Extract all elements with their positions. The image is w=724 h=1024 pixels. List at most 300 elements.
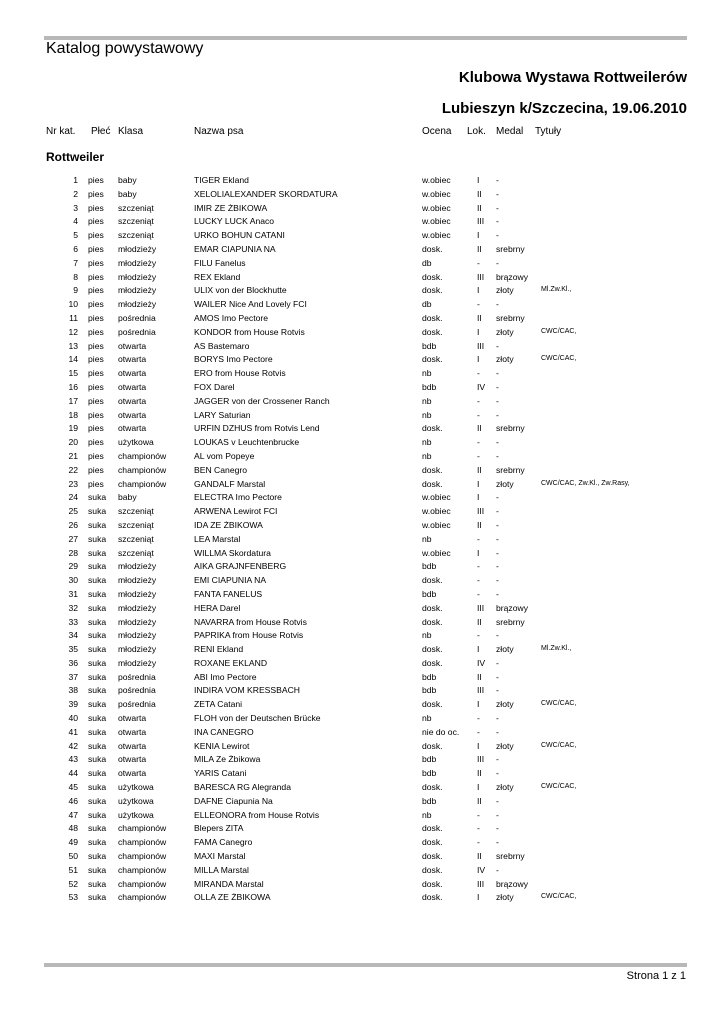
table-row: [0, 478, 724, 492]
cell-sex: pies: [88, 285, 104, 296]
cell-name: XELOLIALEXANDER SKORDATURA: [194, 188, 338, 199]
cell-nr: 47: [68, 809, 78, 820]
cell-grade: dosk.: [422, 740, 443, 751]
cell-medal: -: [496, 395, 499, 406]
cell-sex: suka: [88, 726, 107, 737]
page-number: Strona 1 z 1: [626, 970, 686, 982]
cell-medal: -: [496, 685, 499, 696]
cell-grade: nie do oc.: [422, 726, 460, 737]
cell-sex: suka: [88, 602, 107, 613]
cell-class: baby: [118, 188, 137, 199]
cell-grade: dosk.: [422, 699, 443, 710]
cell-name: MILLA Marstal: [194, 864, 249, 875]
cell-sex: suka: [88, 754, 107, 765]
column-place: Lok.: [467, 126, 486, 137]
table-row: [0, 381, 724, 395]
cell-sex: pies: [88, 271, 104, 282]
cell-nr: 24: [68, 492, 78, 503]
cell-sex: pies: [88, 450, 104, 461]
cell-sex: suka: [88, 685, 107, 696]
cell-medal: -: [496, 630, 499, 641]
cell-grade: nb: [422, 809, 432, 820]
cell-class: młodzieży: [118, 602, 157, 613]
cell-nr: 45: [68, 782, 78, 793]
cell-name: FLOH von der Deutschen Brücke: [194, 713, 321, 724]
cell-class: championów: [118, 478, 167, 489]
cell-name: BARESCA RG Alegranda: [194, 782, 291, 793]
cell-place: I: [477, 478, 480, 489]
cell-nr: 31: [68, 588, 78, 599]
cell-place: -: [477, 533, 480, 544]
cell-grade: bdb: [422, 754, 437, 765]
cell-class: otwarta: [118, 713, 147, 724]
cell-medal: brązowy: [496, 602, 528, 613]
cell-medal: -: [496, 202, 499, 213]
cell-class: pośrednia: [118, 312, 156, 323]
cell-name: AL vom Popeye: [194, 450, 255, 461]
cell-sex: suka: [88, 740, 107, 751]
cell-medal: -: [496, 561, 499, 572]
cell-nr: 7: [73, 257, 78, 268]
cell-medal: -: [496, 188, 499, 199]
cell-medal: srebrny: [496, 851, 525, 862]
cell-sex: pies: [88, 216, 104, 227]
cell-name: TIGER Ekland: [194, 175, 249, 185]
cell-name: FOX Darel: [194, 381, 235, 392]
cell-medal: -: [496, 809, 499, 820]
cell-place: II: [477, 188, 482, 199]
column-medal: Medal: [496, 126, 524, 137]
cell-class: pośrednia: [118, 671, 156, 682]
cell-nr: 29: [68, 561, 78, 572]
cell-name: MIRANDA Marstal: [194, 878, 264, 889]
cell-titles: CWC/CAC,: [541, 741, 577, 749]
cell-name: EMI CIAPUNIA NA: [194, 575, 267, 586]
cell-name: FILU Fanelus: [194, 257, 246, 268]
cell-medal: -: [496, 450, 499, 461]
cell-grade: dosk.: [422, 837, 443, 848]
cell-nr: 44: [68, 768, 78, 779]
cell-grade: nb: [422, 533, 432, 544]
table-row: [0, 519, 724, 533]
cell-nr: 10: [68, 299, 78, 310]
cell-name: REX Ekland: [194, 271, 241, 282]
cell-class: pośrednia: [118, 699, 156, 710]
cell-place: II: [477, 243, 482, 254]
cell-name: ELECTRA Imo Pectore: [194, 492, 282, 503]
table-row: [0, 188, 724, 202]
cell-class: otwarta: [118, 754, 147, 765]
cell-place: II: [477, 616, 482, 627]
cell-sex: pies: [88, 423, 104, 434]
table-row: [0, 698, 724, 712]
cell-place: III: [477, 602, 485, 613]
cell-nr: 4: [73, 216, 78, 227]
cell-name: FANTA FANELUS: [194, 588, 263, 599]
cell-name: LARY Saturian: [194, 409, 251, 420]
cell-medal: złoty: [496, 326, 514, 337]
table-row: [0, 395, 724, 409]
cell-nr: 42: [68, 740, 78, 751]
cell-sex: suka: [88, 616, 107, 627]
cell-grade: dosk.: [422, 602, 443, 613]
cell-sex: pies: [88, 299, 104, 310]
table-row: [0, 298, 724, 312]
cell-medal: -: [496, 864, 499, 875]
cell-class: pośrednia: [118, 685, 156, 696]
cell-place: I: [477, 699, 480, 710]
cell-name: ABI Imo Pectore: [194, 671, 257, 682]
cell-nr: 50: [68, 851, 78, 862]
cell-sex: pies: [88, 478, 104, 489]
cell-class: użytkowa: [118, 437, 154, 448]
cell-medal: -: [496, 216, 499, 227]
cell-grade: nb: [422, 713, 432, 724]
cell-place: II: [477, 312, 482, 323]
cell-grade: dosk.: [422, 464, 443, 475]
cell-medal: -: [496, 506, 499, 517]
cell-class: otwarta: [118, 740, 147, 751]
cell-class: championów: [118, 823, 167, 834]
cell-name: KONDOR from House Rotvis: [194, 326, 305, 337]
table-row: [0, 740, 724, 754]
cell-nr: 35: [68, 644, 78, 655]
cell-medal: -: [496, 533, 499, 544]
cell-class: otwarta: [118, 354, 147, 365]
cell-grade: w.obiec: [422, 188, 451, 199]
cell-medal: -: [496, 492, 499, 503]
cell-place: III: [477, 271, 485, 282]
cell-sex: suka: [88, 851, 107, 862]
cell-nr: 52: [68, 878, 78, 889]
cell-nr: 53: [68, 892, 78, 903]
cell-sex: pies: [88, 326, 104, 337]
cell-name: EMAR CIAPUNIA NA: [194, 243, 276, 254]
cell-medal: złoty: [496, 699, 514, 710]
cell-nr: 14: [68, 354, 78, 365]
cell-name: FAMA Canegro: [194, 837, 253, 848]
cell-class: championów: [118, 878, 167, 889]
cell-nr: 9: [73, 285, 78, 296]
table-row: [0, 836, 724, 850]
cell-place: III: [477, 506, 485, 517]
cell-medal: -: [496, 381, 499, 392]
cell-place: IV: [477, 657, 486, 668]
cell-sex: pies: [88, 437, 104, 448]
cell-grade: dosk.: [422, 657, 443, 668]
cell-name: AMOS Imo Pectore: [194, 312, 269, 323]
cell-name: ZETA Catani: [194, 699, 243, 710]
cell-nr: 20: [68, 437, 78, 448]
cell-medal: -: [496, 437, 499, 448]
cell-class: młodzieży: [118, 257, 157, 268]
cell-nr: 8: [73, 271, 78, 282]
event-title: Klubowa Wystawa Rottweilerów: [458, 69, 687, 86]
cell-class: szczeniąt: [118, 547, 154, 558]
cell-place: I: [477, 354, 480, 365]
cell-place: -: [477, 437, 480, 448]
breed-section-title: Rottweiler: [46, 150, 105, 164]
cell-nr: 30: [68, 575, 78, 586]
cell-sex: suka: [88, 588, 107, 599]
table-row: [0, 684, 724, 698]
cell-sex: suka: [88, 519, 107, 530]
table-row: [0, 422, 724, 436]
cell-medal: -: [496, 713, 499, 724]
cell-class: młodzieży: [118, 616, 157, 627]
cell-grade: dosk.: [422, 851, 443, 862]
cell-name: ROXANE EKLAND: [194, 657, 268, 668]
cell-nr: 2: [73, 188, 78, 199]
cell-name: RENI Ekland: [194, 644, 244, 655]
table-row: [0, 464, 724, 478]
cell-sex: suka: [88, 657, 107, 668]
table-row: [0, 202, 724, 216]
cell-class: otwarta: [118, 726, 147, 737]
results-table: [0, 174, 724, 905]
cell-class: użytkowa: [118, 795, 154, 806]
table-row: [0, 671, 724, 685]
table-row: [0, 726, 724, 740]
cell-name: ULIX von der Blockhutte: [194, 285, 287, 296]
table-row: [0, 340, 724, 354]
cell-grade: dosk.: [422, 864, 443, 875]
cell-grade: bdb: [422, 340, 437, 351]
cell-class: młodzieży: [118, 561, 157, 572]
cell-place: III: [477, 754, 485, 765]
cell-class: otwarta: [118, 409, 147, 420]
cell-grade: bdb: [422, 561, 437, 572]
cell-nr: 1: [73, 175, 78, 185]
cell-nr: 18: [68, 409, 78, 420]
cell-place: -: [477, 450, 480, 461]
cell-grade: w.obiec: [422, 506, 451, 517]
cell-name: YARIS Catani: [194, 768, 247, 779]
cell-name: KENIA Lewirot: [194, 740, 250, 751]
cell-sex: suka: [88, 864, 107, 875]
cell-sex: pies: [88, 340, 104, 351]
cell-class: otwarta: [118, 423, 147, 434]
cell-sex: suka: [88, 699, 107, 710]
cell-grade: dosk.: [422, 644, 443, 655]
cell-sex: suka: [88, 878, 107, 889]
table-row: [0, 326, 724, 340]
cell-name: BORYS Imo Pectore: [194, 354, 273, 365]
cell-sex: pies: [88, 395, 104, 406]
cell-class: otwarta: [118, 368, 147, 379]
cell-grade: dosk.: [422, 878, 443, 889]
cell-place: II: [477, 671, 482, 682]
cell-grade: dosk.: [422, 285, 443, 296]
cell-nr: 33: [68, 616, 78, 627]
cell-sex: suka: [88, 768, 107, 779]
cell-name: ELLEONORA from House Rotvis: [194, 809, 320, 820]
cell-place: -: [477, 575, 480, 586]
cell-nr: 49: [68, 837, 78, 848]
cell-medal: -: [496, 409, 499, 420]
cell-place: IV: [477, 381, 486, 392]
table-row: [0, 574, 724, 588]
cell-grade: w.obiec: [422, 230, 451, 241]
cell-place: I: [477, 782, 480, 793]
cell-grade: dosk.: [422, 243, 443, 254]
cell-name: MILA Ze Żbikowa: [194, 754, 261, 765]
cell-titles: CWC/CAC, Zw.Kl., Zw.Rasy,: [541, 479, 630, 487]
cell-nr: 46: [68, 795, 78, 806]
cell-name: Blepers ZITA: [194, 823, 244, 834]
cell-place: -: [477, 368, 480, 379]
cell-place: II: [477, 202, 482, 213]
cell-sex: suka: [88, 575, 107, 586]
column-grade: Ocena: [422, 126, 452, 137]
cell-grade: dosk.: [422, 354, 443, 365]
cell-place: I: [477, 547, 480, 558]
cell-class: szczeniąt: [118, 230, 154, 241]
cell-name: URKO BOHUN CATANI: [194, 230, 285, 241]
document-title: Katalog powystawowy: [46, 40, 204, 57]
cell-grade: nb: [422, 409, 432, 420]
cell-sex: pies: [88, 381, 104, 392]
cell-grade: w.obiec: [422, 216, 451, 227]
cell-place: II: [477, 423, 482, 434]
bottom-rule: [44, 963, 687, 967]
cell-medal: -: [496, 230, 499, 241]
cell-grade: dosk.: [422, 271, 443, 282]
cell-sex: suka: [88, 671, 107, 682]
cell-class: championów: [118, 851, 167, 862]
cell-sex: suka: [88, 547, 107, 558]
cell-name: ERO from House Rotvis: [194, 368, 286, 379]
cell-nr: 38: [68, 685, 78, 696]
cell-medal: -: [496, 837, 499, 848]
cell-nr: 22: [68, 464, 78, 475]
cell-place: II: [477, 795, 482, 806]
table-row: [0, 891, 724, 905]
table-row: [0, 753, 724, 767]
cell-grade: nb: [422, 395, 432, 406]
cell-medal: -: [496, 795, 499, 806]
cell-medal: -: [496, 588, 499, 599]
table-row: [0, 878, 724, 892]
table-row: [0, 409, 724, 423]
cell-grade: bdb: [422, 671, 437, 682]
cell-class: championów: [118, 450, 167, 461]
cell-name: INA CANEGRO: [194, 726, 254, 737]
cell-place: II: [477, 851, 482, 862]
cell-grade: w.obiec: [422, 519, 451, 530]
cell-place: -: [477, 588, 480, 599]
cell-place: III: [477, 685, 485, 696]
cell-medal: srebrny: [496, 243, 525, 254]
cell-medal: złoty: [496, 740, 514, 751]
cell-sex: pies: [88, 188, 104, 199]
cell-nr: 21: [68, 450, 78, 461]
table-row: [0, 602, 724, 616]
cell-place: I: [477, 285, 480, 296]
cell-medal: złoty: [496, 478, 514, 489]
cell-sex: suka: [88, 823, 107, 834]
cell-medal: -: [496, 575, 499, 586]
cell-grade: dosk.: [422, 312, 443, 323]
cell-medal: złoty: [496, 892, 514, 903]
cell-titles: CWC/CAC,: [541, 355, 577, 363]
cell-place: I: [477, 326, 480, 337]
table-row: [0, 795, 724, 809]
cell-place: -: [477, 630, 480, 641]
cell-place: -: [477, 561, 480, 572]
table-row: [0, 257, 724, 271]
table-row: [0, 505, 724, 519]
table-row: [0, 616, 724, 630]
table-row: [0, 284, 724, 298]
cell-name: INDIRA VOM KRESSBACH: [194, 685, 301, 696]
table-row: [0, 864, 724, 878]
cell-nr: 13: [68, 340, 78, 351]
cell-class: młodzieży: [118, 588, 157, 599]
cell-sex: pies: [88, 175, 104, 185]
cell-medal: -: [496, 257, 499, 268]
cell-name: PAPRIKA from House Rotvis: [194, 630, 304, 641]
cell-name: MAXI Marstal: [194, 851, 246, 862]
cell-nr: 12: [68, 326, 78, 337]
cell-grade: nb: [422, 450, 432, 461]
cell-grade: dosk.: [422, 823, 443, 834]
cell-place: II: [477, 464, 482, 475]
cell-medal: -: [496, 823, 499, 834]
cell-sex: suka: [88, 644, 107, 655]
cell-sex: pies: [88, 312, 104, 323]
cell-class: championów: [118, 837, 167, 848]
cell-grade: dosk.: [422, 423, 443, 434]
table-row: [0, 436, 724, 450]
cell-place: II: [477, 768, 482, 779]
cell-place: I: [477, 492, 480, 503]
cell-grade: dosk.: [422, 575, 443, 586]
table-row: [0, 312, 724, 326]
cell-class: championów: [118, 464, 167, 475]
cell-class: otwarta: [118, 381, 147, 392]
cell-name: AIKA GRAJNFENBERG: [194, 561, 287, 572]
cell-grade: bdb: [422, 381, 437, 392]
cell-nr: 40: [68, 713, 78, 724]
cell-class: młodzieży: [118, 271, 157, 282]
cell-name: AS Bastemaro: [194, 340, 250, 351]
table-row: [0, 560, 724, 574]
cell-sex: suka: [88, 809, 107, 820]
cell-class: użytkowa: [118, 782, 154, 793]
cell-medal: -: [496, 768, 499, 779]
cell-nr: 19: [68, 423, 78, 434]
cell-sex: suka: [88, 533, 107, 544]
cell-titles: CWC/CAC,: [541, 700, 577, 708]
cell-medal: -: [496, 657, 499, 668]
cell-class: szczeniąt: [118, 202, 154, 213]
cell-name: ARWENA Lewirot FCI: [194, 506, 278, 517]
table-row: [0, 657, 724, 671]
cell-medal: -: [496, 340, 499, 351]
cell-nr: 27: [68, 533, 78, 544]
cell-titles: CWC/CAC,: [541, 327, 577, 335]
cell-place: I: [477, 740, 480, 751]
cell-grade: bdb: [422, 588, 437, 599]
cell-nr: 15: [68, 368, 78, 379]
cell-name: URFIN DZHUS from Rotvis Lend: [194, 423, 320, 434]
table-row: [0, 367, 724, 381]
cell-class: szczeniąt: [118, 533, 154, 544]
cell-place: I: [477, 892, 480, 903]
cell-name: OLLA ZE ŻBIKOWA: [194, 892, 271, 903]
cell-name: IDA ZE ŻBIKOWA: [194, 519, 263, 530]
